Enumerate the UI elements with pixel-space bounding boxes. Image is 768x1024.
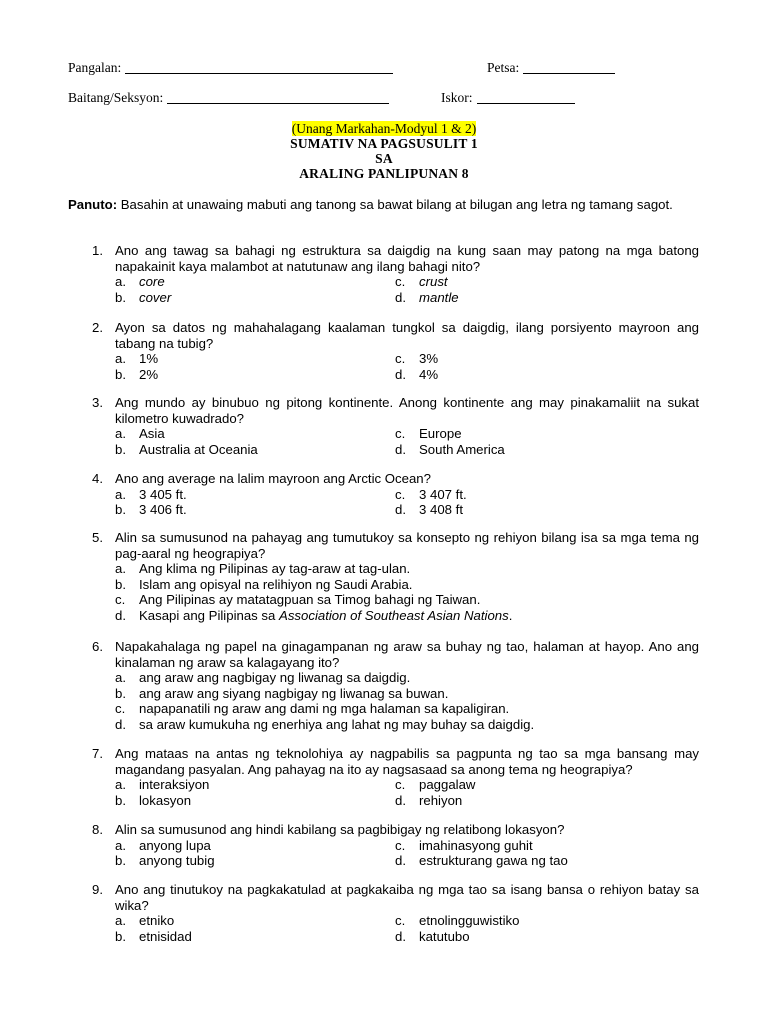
subject-title: ARALING PANLIPUNAN 8	[299, 166, 469, 181]
option-a[interactable]: a. anyong lupa	[115, 837, 211, 853]
question-number: 3.	[92, 395, 103, 410]
question-stem: Ang mataas na antas ng teknolohiya ay nagpabilis sa pagpunta ng tao sa mga bansang may magandang pasyalan. Ang pahayag na ito ay nagsasaad sa anong tema ng heograpiya?	[115, 746, 699, 777]
option-b[interactable]: b. Australia at Oceania	[115, 441, 258, 457]
question-1	[92, 243, 699, 305]
option-c[interactable]: c. Europe	[395, 426, 462, 442]
test-title: SUMATIV NA PAGSUSULIT 1	[290, 136, 478, 151]
question-4	[92, 471, 699, 518]
option-c[interactable]: c. Ang Pilipinas ay matatagpuan sa Timog bahagi ng Taiwan.	[115, 592, 481, 608]
option-d[interactable]: d. 4%	[395, 366, 439, 382]
question-stem: Ano ang average na lalim mayroon ang Arctic Ocean?	[115, 471, 431, 486]
option-b[interactable]: b. etnisidad	[115, 928, 192, 944]
question-number: 9.	[92, 882, 103, 897]
option-d[interactable]: d. estrukturang gawa ng tao	[395, 853, 568, 869]
question-5	[92, 530, 699, 624]
question-number: 5.	[92, 530, 103, 545]
option-a[interactable]: a. core	[115, 274, 165, 290]
option-b[interactable]: b. Islam ang opisyal na relihiyon ng Saudi Arabia.	[115, 576, 413, 592]
section-field[interactable]	[68, 90, 389, 106]
question-number: 4.	[92, 471, 103, 486]
question-stem: Ano ang tawag sa bahagi ng estruktura sa daigdig na kung saan may patong na mga batong napakainit kaya malambot at natutunaw ang ilang bahagi nito?	[115, 243, 699, 274]
instructions-label: Panuto:	[68, 197, 118, 212]
option-c[interactable]: c. napapanatili ng araw ang dami ng mga halaman sa kapaligiran.	[115, 701, 510, 717]
question-7	[92, 746, 699, 808]
question-number: 8.	[92, 822, 103, 837]
score-blank[interactable]	[477, 91, 575, 104]
question-6	[92, 639, 699, 733]
question-3	[92, 395, 699, 457]
option-b[interactable]: b. ang araw ang siyang nagbigay ng liwanag sa buwan.	[115, 685, 449, 701]
option-c[interactable]: c. crust	[395, 274, 448, 290]
date-blank[interactable]	[523, 61, 615, 74]
option-d[interactable]: d. 3 408 ft	[395, 502, 463, 518]
section-label: Baitang/Seksyon:	[68, 90, 164, 105]
question-number: 7.	[92, 746, 103, 761]
option-a[interactable]: a. Ang klima ng Pilipinas ay tag-araw at tag-ulan.	[115, 561, 411, 577]
option-c[interactable]: c. 3%	[395, 351, 439, 367]
question-2	[92, 320, 699, 382]
question-stem: Alin sa sumusunod na pahayag ang tumutukoy sa konsepto ng rehiyon bilang isa sa mga tema ng pag-aaral ng heograpiya?	[115, 530, 699, 561]
option-a[interactable]: a. ang araw ang nagbigay ng liwanag sa daigdig.	[115, 670, 411, 686]
score-field[interactable]	[441, 90, 575, 106]
name-label: Pangalan:	[68, 60, 122, 75]
question-stem: Alin sa sumusunod ang hindi kabilang sa pagbibigay ng relatibong lokasyon?	[115, 822, 565, 837]
form-row-1	[68, 60, 700, 78]
option-b[interactable]: b. lokasyon	[115, 792, 192, 808]
test-header	[0, 121, 768, 181]
section-blank[interactable]	[167, 91, 389, 104]
option-a[interactable]: a. Asia	[115, 426, 165, 442]
option-a[interactable]: a. 1%	[115, 351, 159, 367]
question-9	[92, 882, 699, 944]
option-d[interactable]: d. katutubo	[395, 928, 470, 944]
instructions	[68, 197, 699, 213]
question-number: 6.	[92, 639, 103, 654]
question-8	[92, 822, 699, 869]
question-stem: Ano ang tinutukoy na pagkakatulad at pagkakaiba ng mga tao sa isang bansa o rehiyon batay sa wika?	[115, 882, 699, 913]
option-c[interactable]: c. 3 407 ft.	[395, 486, 467, 502]
test-title-connector: SA	[375, 151, 393, 166]
option-b[interactable]: b. cover	[115, 289, 172, 305]
option-b[interactable]: b. 2%	[115, 366, 159, 382]
option-c[interactable]: c. paggalaw	[395, 777, 476, 793]
name-field[interactable]	[68, 60, 393, 76]
quarter-label: (Unang Markahan-Modyul 1 & 2)	[291, 121, 477, 136]
question-number: 2.	[92, 320, 103, 335]
option-d[interactable]: d. rehiyon	[395, 792, 463, 808]
option-d[interactable]: d. Kasapi ang Pilipinas sa Association of Southeast Asian Nations.	[115, 607, 513, 623]
option-a[interactable]: a. interaksiyon	[115, 777, 210, 793]
option-a[interactable]: a. 3 405 ft.	[115, 486, 187, 502]
form-row-2	[68, 90, 700, 108]
name-blank[interactable]	[125, 61, 393, 74]
instructions-text: Basahin at unawaing mabuti ang tanong sa bawat bilang at bilugan ang letra ng tamang sagot.	[120, 197, 673, 212]
option-a[interactable]: a. etniko	[115, 913, 175, 929]
option-d[interactable]: d. mantle	[395, 289, 459, 305]
option-c[interactable]: c. imahinasyong guhit	[395, 837, 533, 853]
question-stem: Napakahalaga ng papel na ginagampanan ng araw sa buhay ng tao, halaman at hayop. Ano ang kinalaman ng araw sa kalagayang ito?	[115, 639, 699, 670]
option-d[interactable]: d. South America	[395, 441, 505, 457]
question-number: 1.	[92, 243, 103, 258]
question-stem: Ang mundo ay binubuo ng pitong kontinente. Anong kontinente ang may pinakamaliit na sukat kilometro kuwadrado?	[115, 395, 699, 426]
option-d[interactable]: d. sa araw kumukuha ng enerhiya ang lahat ng may buhay sa daigdig.	[115, 716, 535, 732]
score-label: Iskor:	[441, 90, 473, 105]
option-b[interactable]: b. anyong tubig	[115, 853, 215, 869]
option-c[interactable]: c. etnolingguwistiko	[395, 913, 520, 929]
question-stem: Ayon sa datos ng mahahalagang kaalaman tungkol sa daigdig, ilang porsiyento mayroon ang tabang na tubig?	[115, 320, 699, 351]
option-b[interactable]: b. 3 406 ft.	[115, 502, 187, 518]
date-label: Petsa:	[487, 60, 520, 75]
date-field[interactable]	[487, 60, 615, 76]
